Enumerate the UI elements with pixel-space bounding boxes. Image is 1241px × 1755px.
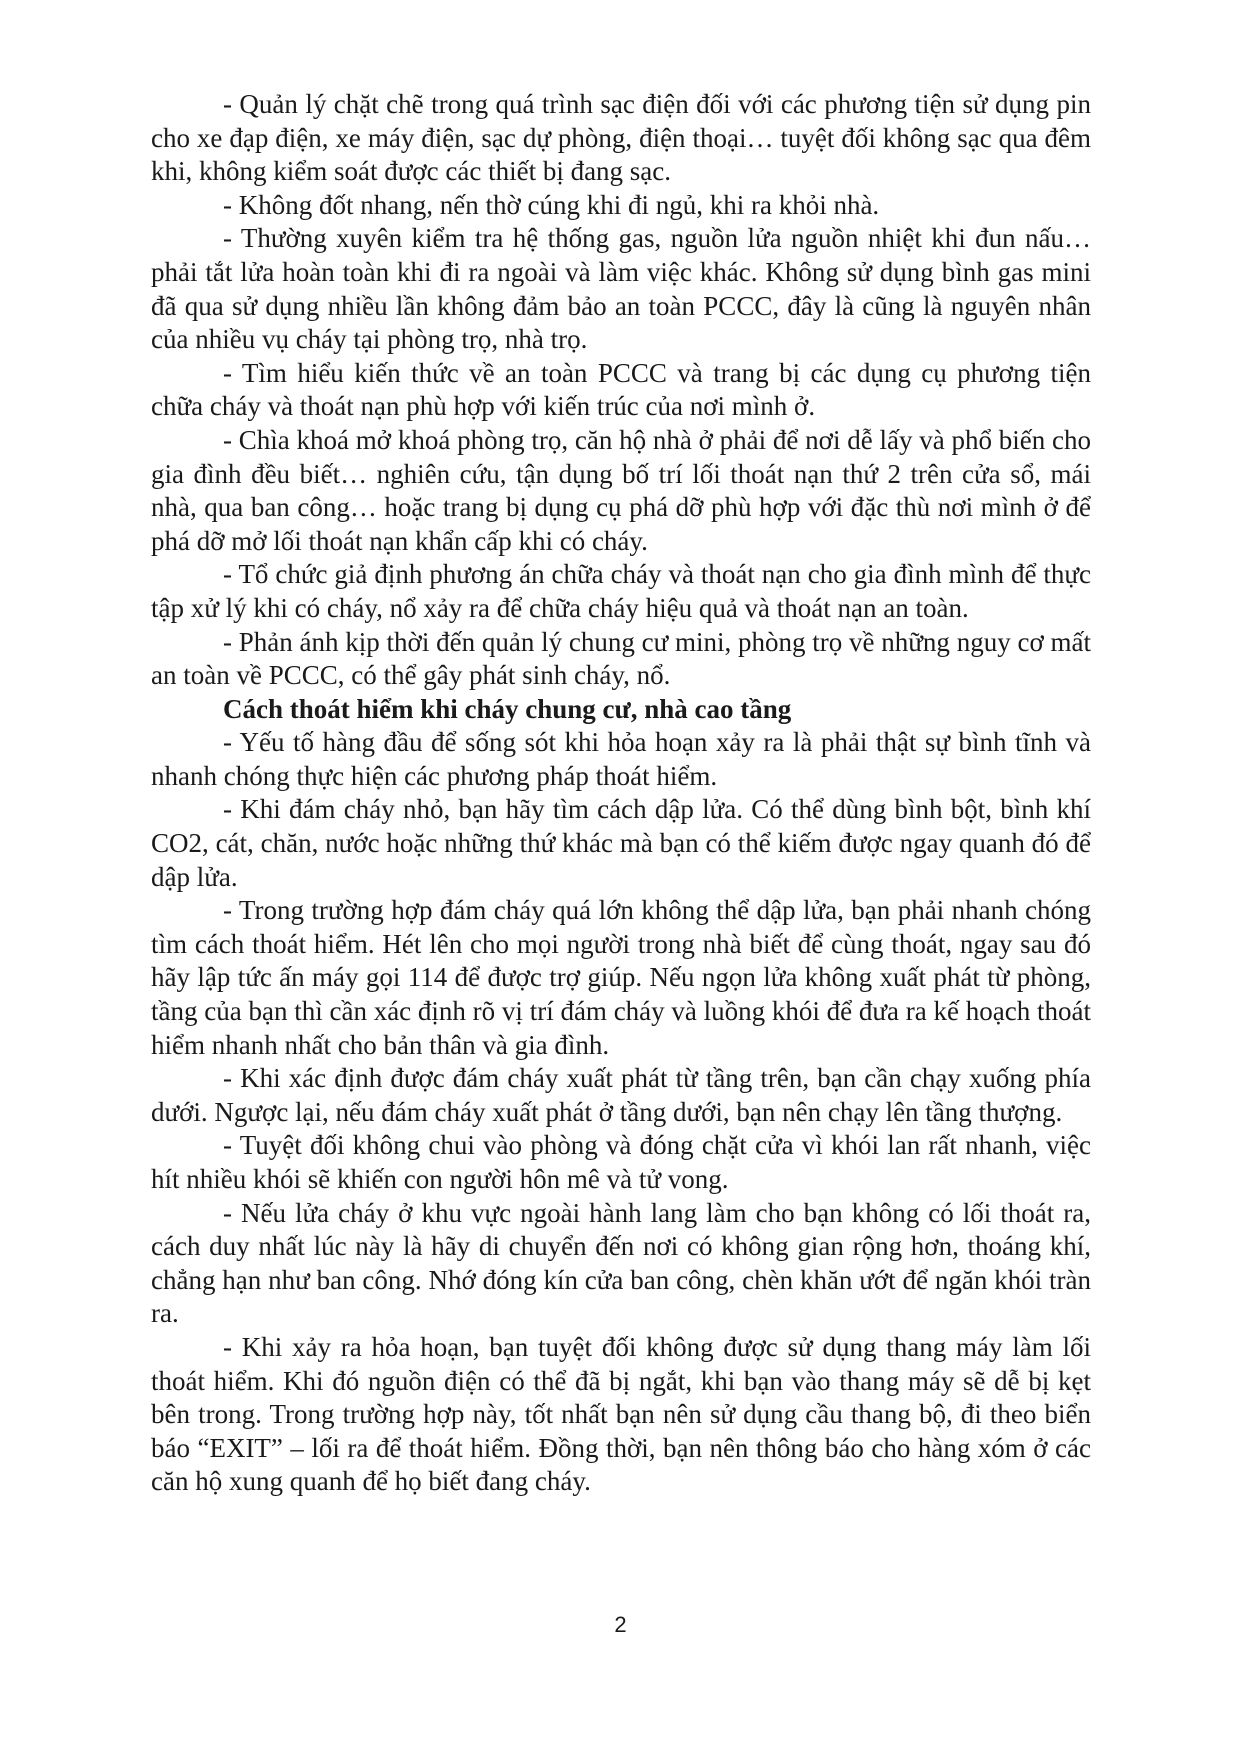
section-heading: Cách thoát hiểm khi cháy chung cư, nhà cao tầng	[223, 693, 792, 724]
paragraph-charging-management: - Quản lý chặt chẽ trong quá trình sạc điện đối với các phương tiện sử dụng pin cho xe đạp điện, xe máy điện, sạc dự phòng, điện thoại… tuyệt đối không sạc qua đêm khi, không kiểm soát được các thiết bị đang sạc.	[151, 89, 1091, 187]
paragraph-fire-safety-knowledge: - Tìm hiểu kiến thức về an toàn PCCC và trang bị các dụng cụ phương tiện chữa cháy và thoát nạn phù hợp với kiến trúc của nơi mình ở.	[151, 357, 1091, 422]
paragraph-fire-drill: - Tổ chức giả định phương án chữa cháy và thoát nạn cho gia đình mình để thực tập xử lý khi có cháy, nổ xảy ra để chữa cháy hiệu quả và thoát nạn an toàn.	[151, 559, 1091, 623]
paragraph-large-fire: - Trong trường hợp đám cháy quá lớn không thể dập lửa, bạn phải nhanh chóng tìm cách thoát hiểm. Hét lên cho mọi người trong nhà biết để cùng thoát, ngay sau đó hãy lập tức ấn máy gọi 114 để được trợ giúp. Nếu ngọn lửa không xuất phát từ phòng, tầng của bạn thì cần xác định rõ vị trí đám cháy và luồng khói để đưa ra kế hoạch thoát hiểm nhanh nhất cho bản thân và gia đình.	[151, 895, 1091, 1060]
paragraph-incense-candles: - Không đốt nhang, nến thờ cúng khi đi ngủ, khi ra khỏi nhà.	[223, 189, 880, 220]
body-text	[151, 88, 1091, 1499]
page-number: 2	[614, 1612, 627, 1637]
paragraph-corridor-fire: - Nếu lửa cháy ở khu vực ngoài hành lang làm cho bạn không có lối thoát ra, cách duy nhất lúc này là hãy di chuyển đến nơi có không gian rộng hơn, thoáng khí, chẳng hạn như ban công. Nhớ đóng kín cửa ban công, chèn khăn ướt để ngăn khói tràn ra.	[151, 1197, 1091, 1329]
paragraph-no-elevator: - Khi xảy ra hỏa hoạn, bạn tuyệt đối không được sử dụng thang máy làm lối thoát hiểm. Khi đó nguồn điện có thể đã bị ngắt, khi bạn vào thang máy sẽ dễ bị kẹt bên trong. Trong trường hợp này, tốt nhất bạn nên sử dụng cầu thang bộ, đi theo biển báo “EXIT” – lối ra để thoát hiểm. Đồng thời, bạn nên thông báo cho hàng xóm ở các căn hộ xung quanh để họ biết đang cháy.	[151, 1331, 1091, 1497]
paragraph-small-fire: - Khi đám cháy nhỏ, bạn hãy tìm cách dập lửa. Có thể dùng bình bột, bình khí CO2, cát, chăn, nước hoặc những thứ khác mà bạn có thể kiếm được ngay quanh đó để dập lửa.	[151, 794, 1091, 892]
paragraph-stay-calm: - Yếu tố hàng đầu để sống sót khi hỏa hoạn xảy ra là phải thật sự bình tĩnh và nhanh chóng thực hiện các phương pháp thoát hiểm.	[151, 727, 1091, 791]
paragraph-report-risks: - Phản ánh kịp thời đến quản lý chung cư mini, phòng trọ về những nguy cơ mất an toàn về PCCC, có thể gây phát sinh cháy, nổ.	[151, 626, 1091, 691]
paragraph-gas-system-check: - Thường xuyên kiểm tra hệ thống gas, nguồn lửa nguồn nhiệt khi đun nấu… phải tắt lửa hoàn toàn khi đi ra ngoài và làm việc khác. Không sử dụng bình gas mini đã qua sử dụng nhiều lần không đảm bảo an toàn PCCC, đây là cũng là nguyên nhân của nhiều vụ cháy tại phòng trọ, nhà trọ.	[151, 223, 1091, 355]
paragraph-fire-direction: - Khi xác định được đám cháy xuất phát từ tầng trên, bạn cần chạy xuống phía dưới. Ngược lại, nếu đám cháy xuất phát ở tầng dưới, bạn nên chạy lên tầng thượng.	[151, 1063, 1091, 1127]
paragraph-do-not-hide: - Tuyệt đối không chui vào phòng và đóng chặt cửa vì khói lan rất nhanh, việc hít nhiều khói sẽ khiến con người hôn mê và tử vong.	[151, 1130, 1091, 1194]
paragraph-keys-and-exits: - Chìa khoá mở khoá phòng trọ, căn hộ nhà ở phải để nơi dễ lấy và phổ biến cho gia đình đều biết… nghiên cứu, tận dụng bố trí lối thoát nạn thứ 2 trên cửa sổ, mái nhà, qua ban công… hoặc trang bị dụng cụ phá dỡ phù hợp với đặc thù nơi mình ở để phá dỡ mở lối thoát nạn khẩn cấp khi có cháy.	[151, 424, 1091, 556]
